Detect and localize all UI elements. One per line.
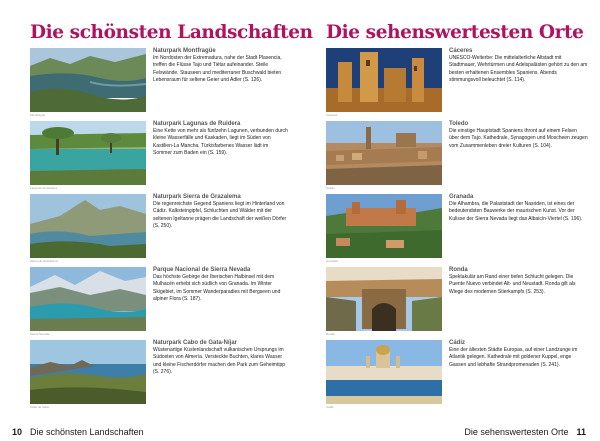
entry-toledo	[326, 121, 588, 190]
photo-credit: Cáceres	[326, 113, 338, 117]
page-footer	[464, 427, 586, 437]
entry-title: Naturpark Lagunas de Ruidera	[153, 121, 241, 127]
entry-title: Naturpark Cabo de Gata-Níjar	[153, 340, 238, 346]
entry-lagunas-de-ruidera	[30, 121, 288, 190]
entry-ronda	[326, 267, 588, 336]
page-number: 10	[12, 427, 23, 437]
photo-ronda	[326, 267, 442, 331]
photo-credit: Ronda	[326, 332, 335, 336]
entry-body: Wüstenartige Küstenlandschaft vulkanischen Ursprungs im Südosten von Almería. Versteckte Buchten, klares Wasser und kleine Fischerdörfer machen den Park zum Geheimtipp (S. 276).	[153, 347, 286, 376]
entry-title: Naturpark Montfragüe	[153, 48, 216, 54]
entry-body: Eine Kette von mehr als fünfzehn Lagunen, verbunden durch kleine Wasserfälle und Kaskaden, liegt im Süden von Kastilien-La Mancha. Türkisfarbenes Wasser lädt im Sommer zum Baden ein (S. 159).	[153, 128, 288, 157]
photo-credit: Sierra de Grazalema	[30, 259, 58, 263]
running-title: Die sehenswertesten Orte	[464, 427, 569, 437]
entry-title: Ronda	[449, 267, 468, 273]
entry-title: Toledo	[449, 121, 469, 127]
entry-body: Das höchste Gebirge der Iberischen Halbinsel mit dem Mulhacén erhebt sich südlich von Granada. Im Winter Skigebiet, im Sommer Wanderparadies mit Bergseen und alpiner Flora (S. 187).	[153, 274, 281, 303]
entry-montfrague	[30, 48, 288, 117]
entry-body: UNESCO-Welterbe: Die mittelalterliche Altstadt mit Stadtmauer, Wehrtürmen und Adelspalästen gehört zu den am besten erhaltenen Ensembles Spaniens. Abends stimmungsvoll beleuchtet (S. 114).	[449, 55, 588, 84]
entry-cabo-de-gata	[30, 340, 288, 409]
page-number: 11	[576, 427, 586, 437]
entry-title: Parque Nacional de Sierra Nevada	[153, 267, 251, 273]
entry-body: Die Alhambra, die Palaststadt der Nasriden, ist eines der bedeutendsten Bauwerke der maurischen Kunst. Vor der Kulisse der Sierra Nevada liegt das Albaicín-Viertel (S. 196).	[449, 201, 583, 222]
photo-credit: Granada	[326, 259, 338, 263]
page-heading: Die sehenswertesten Orte	[326, 22, 584, 43]
photo-toledo	[326, 121, 442, 185]
entry-title: Cáceres	[449, 48, 473, 54]
photo-sierra-nevada	[30, 267, 146, 331]
entry-body: Die regenreichste Gegend Spaniens liegt im Hinterland von Cádiz. Kalksteingipfel, Schluchten und Wälder mit der seltenen Igeltanne prägen die Landschaft der weißen Dörfer (S. 250).	[153, 201, 287, 230]
photo-credit: Cabo de Gata	[30, 405, 49, 409]
page-footer	[12, 427, 144, 437]
entry-sierra-nevada	[30, 267, 288, 336]
photo-cadiz	[326, 340, 442, 404]
right-page	[300, 0, 600, 441]
photo-credit: Sierra Nevada	[30, 332, 50, 336]
entry-title: Naturpark Sierra de Grazalema	[153, 194, 241, 200]
entry-caceres	[326, 48, 588, 117]
entry-grazalema	[30, 194, 288, 263]
photo-credit: Cádiz	[326, 405, 334, 409]
photo-cabo-de-gata	[30, 340, 146, 404]
entry-body: Spektakulär am Rand einer tiefen Schlucht gelegen. Die Puente Nuevo verbindet Alt- und Neustadt. Ronda gilt als Wiege des modernen Stierkampfs (S. 253).	[449, 274, 576, 295]
running-title: Die schönsten Landschaften	[30, 427, 144, 437]
entry-body: Eine der ältesten Städte Europas, auf einer Landzunge im Atlantik gelegen. Kathedrale mit goldener Kuppel, enge Gassen und lebhafte Strandpromenaden (S. 241).	[449, 347, 578, 368]
entry-body: Die einstige Hauptstadt Spaniens thront auf einem Felsen über dem Tajo. Kathedrale, Synagogen und Moscheen zeugen vom Zusammenleben dreier Kulturen (S. 104).	[449, 128, 588, 149]
entry-title: Cádiz	[449, 340, 466, 346]
photo-grazalema	[30, 194, 146, 258]
photo-credit: Lagunas de Ruidera	[30, 186, 58, 190]
photo-granada	[326, 194, 442, 258]
entry-title: Granada	[449, 194, 474, 200]
entry-body: Im Nordosten der Extremadura, nahe der Stadt Plasencia, treffen die Flüsse Tajo und Tiétar aufeinander. Steile Felswände, Stauseen und mediterraner Buschwald bieten Lebensraum für seltene Geier und Adler (S. 126).	[153, 55, 282, 84]
entry-cadiz	[326, 340, 588, 409]
photo-montfrague	[30, 48, 146, 112]
photo-lagunas-de-ruidera	[30, 121, 146, 185]
photo-credit: Toledo	[326, 186, 335, 190]
photo-credit: Montfragüe	[30, 113, 46, 117]
entry-granada	[326, 194, 588, 263]
page-heading: Die schönsten Landschaften	[30, 22, 313, 43]
photo-caceres	[326, 48, 442, 112]
